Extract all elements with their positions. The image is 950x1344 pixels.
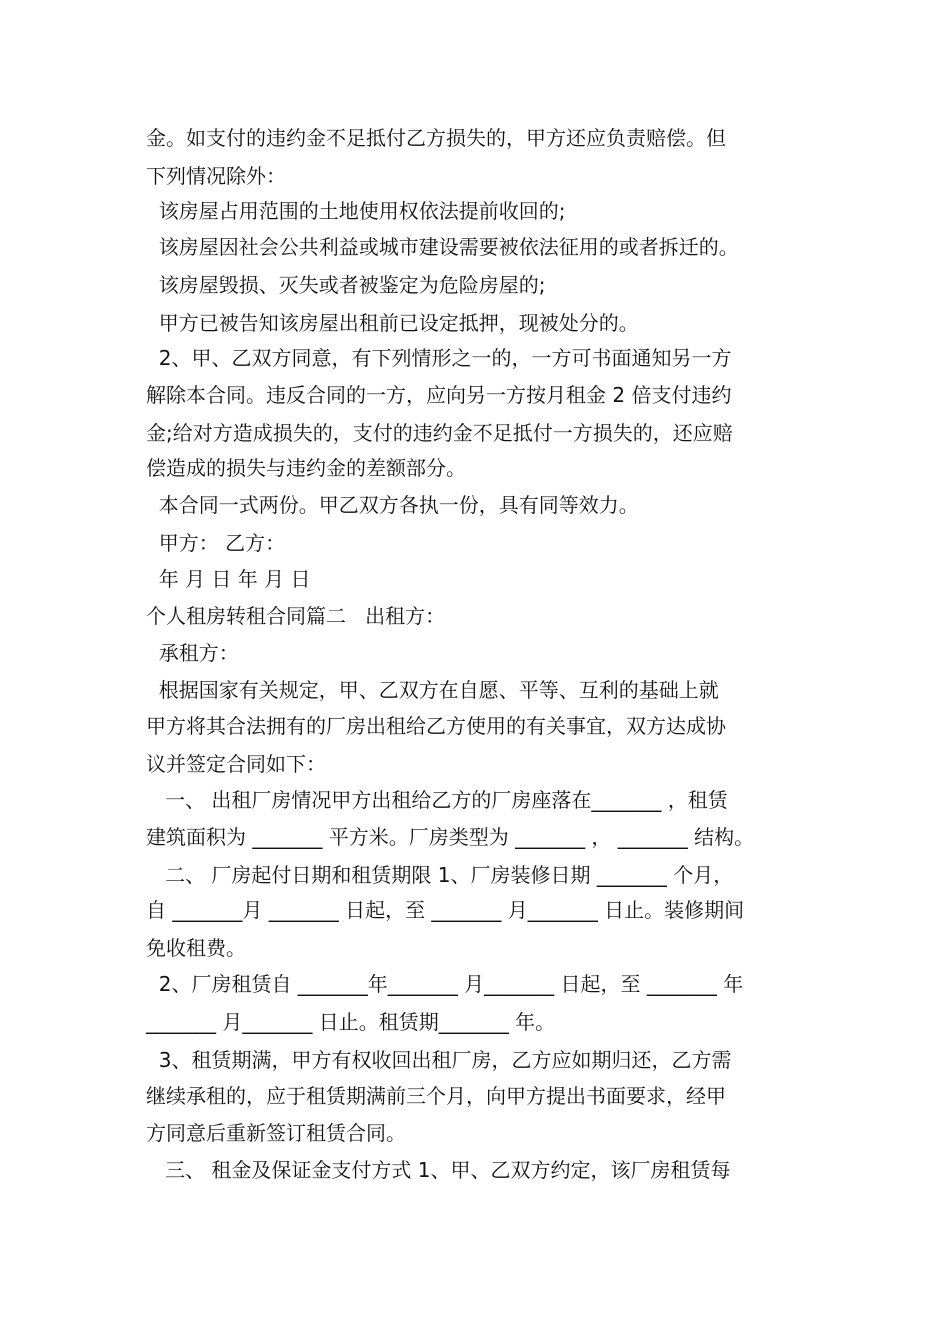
text-line: 3、租赁期满，甲方有权收回出租厂房，乙方应如期归还，乙方需 — [146, 1048, 732, 1072]
text-line: 二、 厂房起付日期和租赁期限 1、厂房装修日期 _______ 个月， — [146, 863, 734, 887]
text-line: 甲方： 乙方： — [146, 531, 286, 555]
text-line: 建筑面积为 _______ 平方米。厂房类型为 _______ ， _______ 结构。 — [146, 825, 755, 849]
text-line: 解除本合同。违反合同的一方，应向另一方按月租金 2 倍支付违约 — [146, 383, 732, 407]
text-line: 偿造成的损失与违约金的差额部分。 — [146, 456, 466, 480]
text-line: 三、 租金及保证金支付方式 1、甲、乙双方约定，该厂房租赁每 — [146, 1158, 731, 1182]
text-line: 甲方已被告知该房屋出租前已设定抵押，现被处分的。 — [146, 311, 639, 335]
text-line: 2、厂房租赁自 _______年_______ 月_______ 日起，至 _______ 年 — [146, 972, 744, 996]
text-line: 免收租费。 — [146, 936, 246, 960]
text-line: 下列情况除外： — [146, 164, 286, 188]
text-line: 该房屋因社会公共利益或城市建设需要被依法征用的或者拆迁的。 — [146, 235, 739, 259]
text-line: 甲方将其合法拥有的厂房出租给乙方使用的有关事宜，双方达成协 — [146, 714, 726, 738]
text-line: 该房屋毁损、灭失或者被鉴定为危险房屋的; — [146, 273, 546, 297]
text-line: 该房屋占用范围的土地使用权依法提前收回的; — [146, 199, 566, 223]
text-line: 一、 出租厂房情况甲方出租给乙方的厂房座落在_______ ，租赁 — [146, 788, 728, 812]
text-line: 本合同一式两份。甲乙双方各执一份，具有同等效力。 — [146, 493, 639, 517]
text-line: _______ 月_______ 日止。租赁期_______ 年。 — [146, 1010, 556, 1034]
text-line: 年 月 日 年 月 日 — [146, 567, 311, 591]
text-line: 金。如支付的违约金不足抵付乙方损失的，甲方还应负责赔偿。但 — [146, 126, 726, 150]
text-line: 议并签定合同如下： — [146, 752, 326, 776]
text-line: 继续承租的，应于租赁期满前三个月，向甲方提出书面要求，经甲 — [146, 1084, 726, 1108]
text-line: 根据国家有关规定，甲、乙双方在自愿、平等、互利的基础上就 — [146, 678, 719, 702]
text-line: 2、甲、乙双方同意，有下列情形之一的，一方可书面通知另一方 — [146, 346, 732, 370]
text-line: 承租方： — [146, 641, 239, 665]
text-line: 金;给对方造成损失的，支付的违约金不足抵付一方损失的，还应赔 — [146, 421, 733, 445]
section-title: 个人租房转租合同篇二 出租方： — [146, 604, 446, 628]
text-line: 自 _______月 _______ 日起，至 _______ 月_______ 日止。装修期间 — [146, 898, 745, 922]
text-line: 方同意后重新签订租赁合同。 — [146, 1121, 406, 1145]
